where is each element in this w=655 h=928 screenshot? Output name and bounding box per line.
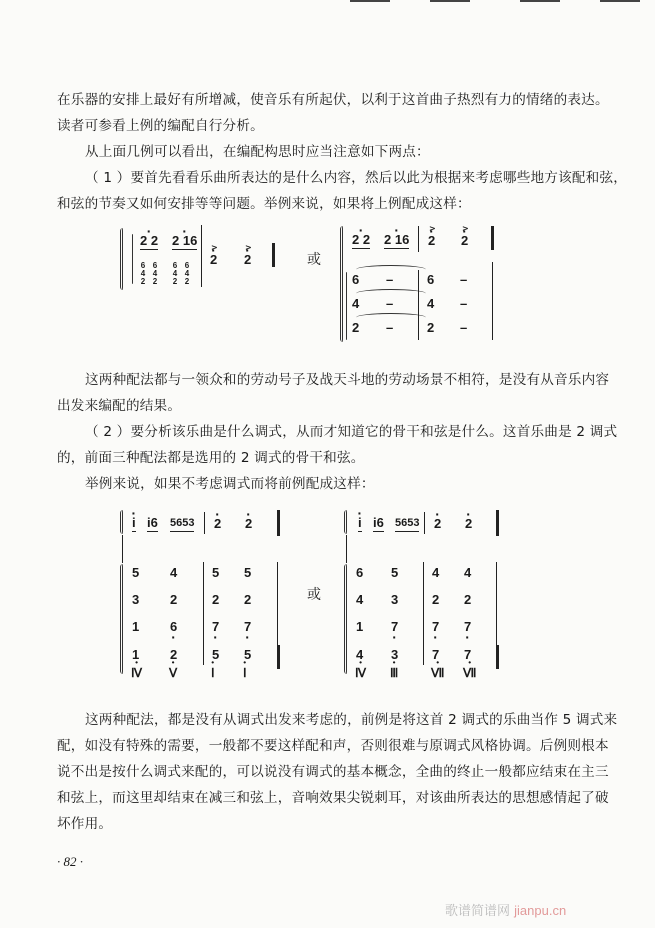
note: · 2 bbox=[214, 517, 221, 531]
roman-numeral: · Ⅳ bbox=[355, 666, 366, 681]
note: · 2 2 bbox=[352, 233, 370, 249]
text-line: 出发来编配的结果。 bbox=[57, 398, 182, 414]
barline bbox=[201, 225, 202, 287]
chord-note: 6 bbox=[140, 261, 146, 270]
note: 2 bbox=[352, 320, 360, 335]
staff-brace bbox=[120, 510, 123, 534]
rest-dash: – bbox=[386, 296, 394, 311]
note: · 2 bbox=[434, 517, 441, 531]
header-rule bbox=[350, 0, 390, 2]
chord-note: 2 bbox=[464, 592, 472, 607]
chord-note: 7 · bbox=[244, 620, 251, 634]
note: · i bbox=[358, 516, 362, 532]
chord-note: 2 bbox=[244, 592, 252, 607]
text-line: 这两种配法都与一领众和的劳动号子及战天斗地的劳动场景不相符，是没有从音乐内容 bbox=[85, 372, 610, 388]
chord-note: 7 · bbox=[391, 620, 398, 634]
barline bbox=[423, 645, 424, 665]
final-barline bbox=[496, 645, 499, 669]
note: i6 bbox=[373, 515, 384, 530]
final-barline bbox=[491, 226, 494, 250]
text-line: 读者可参看上例的编配自行分析。 bbox=[57, 118, 264, 134]
note: · 2 bbox=[461, 234, 468, 248]
note: i6 bbox=[147, 515, 158, 530]
barline bbox=[423, 562, 424, 647]
header-rule bbox=[520, 0, 560, 2]
note: · 2 16 bbox=[172, 234, 197, 250]
note: · 2 bbox=[465, 517, 472, 531]
chord-note: 1 bbox=[356, 619, 364, 634]
chord-note: 1 bbox=[132, 619, 140, 634]
note: · 2 2 bbox=[140, 234, 158, 250]
watermark bbox=[445, 900, 566, 919]
text-line: 配，如没有特殊的需要，一般都不要这样配和声，否则很难与原调式风格协调。后例则根本 bbox=[57, 738, 609, 754]
chord-note: 2 bbox=[152, 277, 158, 286]
chord-note: 3 bbox=[391, 592, 399, 607]
note: · i bbox=[132, 516, 136, 532]
chord-note: 2 bbox=[212, 592, 220, 607]
note: · 2 16 bbox=[384, 233, 409, 249]
barline bbox=[424, 512, 425, 534]
note: 4 bbox=[427, 296, 435, 311]
note: 4 bbox=[352, 296, 360, 311]
chord-note: 2 bbox=[170, 592, 178, 607]
note: · 2 bbox=[210, 253, 217, 267]
rest-dash: – bbox=[386, 320, 394, 335]
chord-note: 4 bbox=[152, 269, 158, 278]
chord-note: 5 bbox=[132, 565, 140, 580]
text-line: 和弦上，而这里却结束在减三和弦上，音响效果尖锐刺耳，对该曲所表达的思想感情起了破 bbox=[57, 790, 609, 806]
watermark-cn: 歌谱简谱网 bbox=[445, 903, 511, 918]
final-barline bbox=[496, 510, 499, 536]
system-line bbox=[346, 535, 347, 563]
chord-note: 4 bbox=[432, 565, 440, 580]
roman-numeral: · Ⅶ bbox=[463, 666, 476, 681]
chord-note: 4 bbox=[356, 647, 364, 662]
staff-brace bbox=[132, 234, 133, 284]
barline bbox=[204, 512, 205, 534]
roman-numeral: · Ⅲ bbox=[390, 666, 398, 681]
barline bbox=[203, 645, 204, 665]
chord-note: 5 bbox=[244, 565, 252, 580]
chord-note: 6 bbox=[172, 261, 178, 270]
accent-mark: > bbox=[211, 243, 218, 252]
chord-note: 6 · bbox=[170, 620, 177, 634]
final-barline bbox=[492, 262, 493, 340]
staff-brace bbox=[346, 272, 347, 340]
header-rule bbox=[430, 0, 470, 2]
roman-numeral: · Ⅴ bbox=[169, 666, 177, 681]
text-line: 从上面几例可以看出，在编配构思时应当注意如下两点： bbox=[85, 144, 430, 160]
rest-dash: – bbox=[386, 272, 394, 287]
chord-note: 2 bbox=[432, 592, 440, 607]
chord-note: 3 bbox=[132, 592, 140, 607]
chord-note: 5 bbox=[212, 647, 220, 662]
accent-mark: > bbox=[429, 224, 436, 233]
rest-dash: – bbox=[460, 320, 468, 335]
chord-note: 7 · bbox=[212, 620, 219, 634]
or-label: 或 bbox=[307, 587, 321, 603]
chord-note: 4 bbox=[464, 565, 472, 580]
roman-numeral: · Ⅳ bbox=[131, 666, 142, 681]
chord-note: 5 bbox=[212, 565, 220, 580]
note: · 2 bbox=[428, 234, 435, 248]
note: · 2 bbox=[245, 517, 252, 531]
text-line: 坏作用。 bbox=[57, 816, 113, 832]
chord-note: 4 bbox=[170, 565, 178, 580]
final-barline bbox=[277, 645, 280, 669]
roman-numeral: · Ⅶ bbox=[431, 666, 444, 681]
staff-brace bbox=[120, 564, 123, 674]
system-brace bbox=[340, 226, 343, 342]
text-line: 的，前面三种配法都是选用的 2 调式的骨干和弦。 bbox=[57, 450, 365, 466]
chord-note: 2 bbox=[140, 277, 146, 286]
chord-note: 7 · bbox=[432, 620, 439, 634]
note: 5653 bbox=[170, 516, 194, 532]
text-line: 这两种配法，都是没有从调式出发来考虑的，前例是将这首 2 调式的乐曲当作 5 调式来 bbox=[85, 712, 618, 728]
roman-numeral: · Ⅰ bbox=[243, 666, 247, 681]
staff-brace bbox=[344, 510, 347, 534]
chord-note: 4 bbox=[356, 592, 364, 607]
text-line: 和弦的节奏又如何安排等等问题。举例来说，如果将上例配成这样： bbox=[57, 196, 471, 212]
or-label: 或 bbox=[307, 252, 321, 268]
system-line bbox=[122, 535, 123, 563]
final-barline bbox=[277, 510, 280, 536]
chord-note: 7 bbox=[464, 647, 472, 662]
watermark-en: jianpu.cn bbox=[514, 903, 567, 918]
chord-note: 2 bbox=[184, 277, 190, 286]
text-line: 在乐器的安排上最好有所增减，使音乐有所起伏，以利于这首曲子热烈有力的情绪的表达。 bbox=[57, 92, 609, 108]
chord-note: 6 bbox=[152, 261, 158, 270]
barline bbox=[418, 226, 419, 252]
header-rule bbox=[600, 0, 640, 2]
accent-mark: > bbox=[462, 224, 469, 233]
system-brace bbox=[120, 228, 123, 290]
chord-note: 6 bbox=[356, 565, 364, 580]
page-number: · 82 · bbox=[57, 854, 83, 869]
text-line: （ 1 ）要首先看看乐曲所表达的是什么内容，然后以此为根据来考虑哪些地方该配和弦， bbox=[85, 170, 628, 186]
chord-note: 2 bbox=[170, 647, 178, 662]
final-barline bbox=[272, 243, 275, 267]
barline bbox=[203, 562, 204, 647]
rest-dash: – bbox=[460, 296, 468, 311]
text-line: 说不出是按什么调式来配的，可以说没有调式的基本概念，全曲的终止一般都应结束在主三 bbox=[57, 764, 609, 780]
chord-note: 3 bbox=[391, 647, 399, 662]
rest-dash: – bbox=[460, 272, 468, 287]
chord-note: 2 bbox=[172, 277, 178, 286]
chord-note: 5 bbox=[244, 647, 252, 662]
note: · 2 bbox=[244, 253, 251, 267]
chord-note: 1 bbox=[132, 647, 140, 662]
staff-brace bbox=[344, 564, 347, 674]
barline bbox=[277, 562, 278, 647]
chord-note: 6 bbox=[184, 261, 190, 270]
text-line: （ 2 ）要分析该乐曲是什么调式，从而才知道它的骨干和弦是什么。这首乐曲是 2 调式 bbox=[85, 424, 618, 440]
chord-note: 7 bbox=[432, 647, 440, 662]
chord-note: 5 bbox=[391, 565, 399, 580]
roman-numeral: · Ⅰ bbox=[211, 666, 215, 681]
accent-mark: > bbox=[245, 243, 252, 252]
note: 6 bbox=[427, 272, 435, 287]
barline bbox=[418, 270, 419, 340]
note: 6 bbox=[352, 272, 360, 287]
chord-note: 4 bbox=[140, 269, 146, 278]
text-line: 举例来说，如果不考虑调式而将前例配成这样： bbox=[85, 476, 375, 492]
chord-note: 7 · bbox=[464, 620, 471, 634]
chord-note: 4 bbox=[184, 269, 190, 278]
note: 5653 bbox=[395, 516, 419, 532]
note: 2 bbox=[427, 320, 435, 335]
barline bbox=[496, 562, 497, 647]
chord-note: 4 bbox=[172, 269, 178, 278]
